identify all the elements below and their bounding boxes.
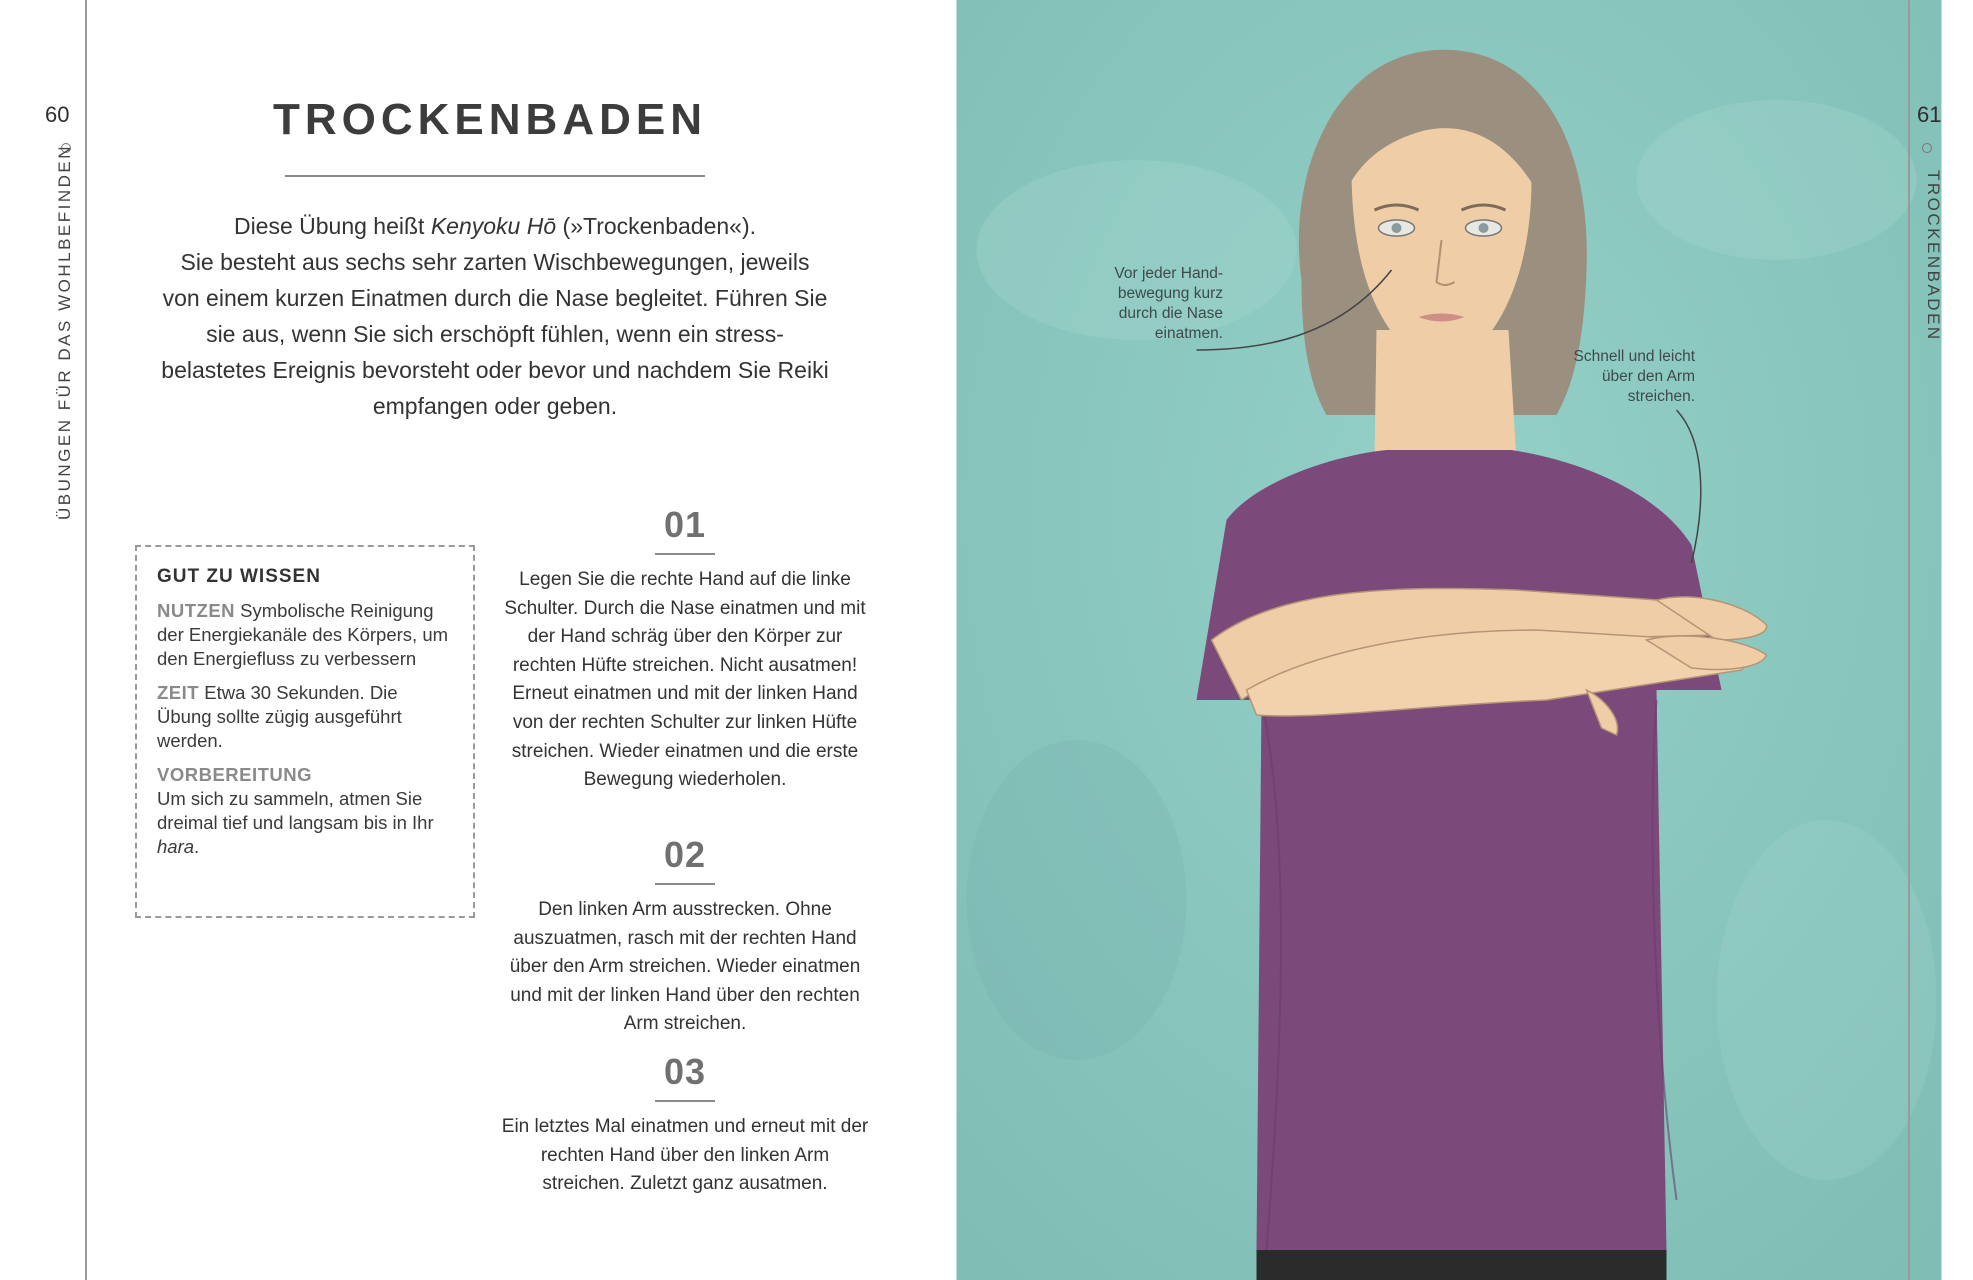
info-term: hara [157,836,195,857]
callout-nose: Vor jeder Handbewegung kurz durch die Nase einatmen. [1114,265,1223,342]
intro-text: (»Trockenbaden«). [556,213,757,239]
circle-marker-icon [1922,143,1932,153]
step-text: Legen Sie die rechte Hand auf die linke Schulter. Durch die Nase einatmen und mit der Hand schräg über den Körper zur rechten Hüfte streichen. Nicht ausatmen! Erneut einatmen und mit der linken Hand von der rechten Schulter zur linken Hüfte streichen. Wieder einatmen und die erste Bewegung wiederholen. [504,569,866,791]
running-head-left: ÜBUNGEN FÜR DAS WOHLBEFINDEN [55,143,74,520]
woman-illustration [925,0,1973,1280]
page-title: TROCKENBADEN [273,95,707,144]
info-label: VORBEREITUNG [157,764,313,785]
info-text: Etwa 30 Sekunden. Die Übung sollte zügig ausgeführt werden. [157,682,402,751]
intro-paragraph [160,208,830,424]
info-text: Symbolische Reinigung der Energiekanäle des Körpers, um den Energiefluss zu verbessern [157,600,449,669]
step-text: Ein letztes Mal einatmen und erneut mit der rechten Hand über den linken Arm streichen. Zuletzt ganz ausatmen. [501,1116,869,1195]
trousers [1257,1250,1667,1280]
info-zeit [157,681,453,753]
step-divider [655,1100,715,1102]
iris [1479,223,1489,233]
info-text: Um sich zu sammeln, atmen Sie dreimal tief und langsam bis in Ihr [157,788,434,833]
intro-text: Diese Übung heißt [233,213,431,239]
iris [1392,223,1402,233]
step-text: Den linken Arm ausstrecken. Ohne auszuatmen, rasch mit der rechten Hand über den Arm streichen. Wieder einatmen und mit der linken Hand über den rechten Arm streichen. [509,899,861,1035]
callout-arm: Schnell und leicht über den Arm streichen. [1573,348,1695,405]
info-label: NUTZEN [157,600,236,621]
step-divider [655,883,715,885]
info-box-heading: GUT ZU WISSEN [157,566,321,587]
info-nutzen [157,599,453,671]
info-text: . [194,836,200,857]
right-page [925,0,1973,1280]
step-number: 03 [663,1051,707,1092]
info-label: ZEIT [157,682,200,703]
intro-text: Sie besteht aus sechs sehr zarten Wischbewegungen, jeweils von einem kurzen Einatmen durch die Nase begleitet. Führen Sie sie aus, wenn Sie sich erschöpft fühlen, wenn ein stressbelastetes Ereignis bevorsteht oder bevor und nachdem Sie Reiki empfangen oder geben. [161,249,829,419]
left-page [0,0,925,1280]
texture-spot [1637,100,1917,260]
info-box [135,545,475,918]
page-number-right: 61 [1917,102,1942,127]
page-number-left: 60 [45,102,70,127]
title-divider [285,175,705,177]
step-number: 01 [663,504,707,545]
running-head-right: TROCKENBADEN [1924,170,1943,342]
step-divider [655,553,715,555]
texture-spot [1717,820,1937,1180]
intro-term: Kenyoku Hō [430,213,557,239]
info-vorbereitung [157,763,453,859]
page-edge-rule [85,0,87,1280]
texture-spot [967,740,1187,1060]
step-number: 02 [663,834,707,875]
page-edge-rule [1908,0,1910,1280]
